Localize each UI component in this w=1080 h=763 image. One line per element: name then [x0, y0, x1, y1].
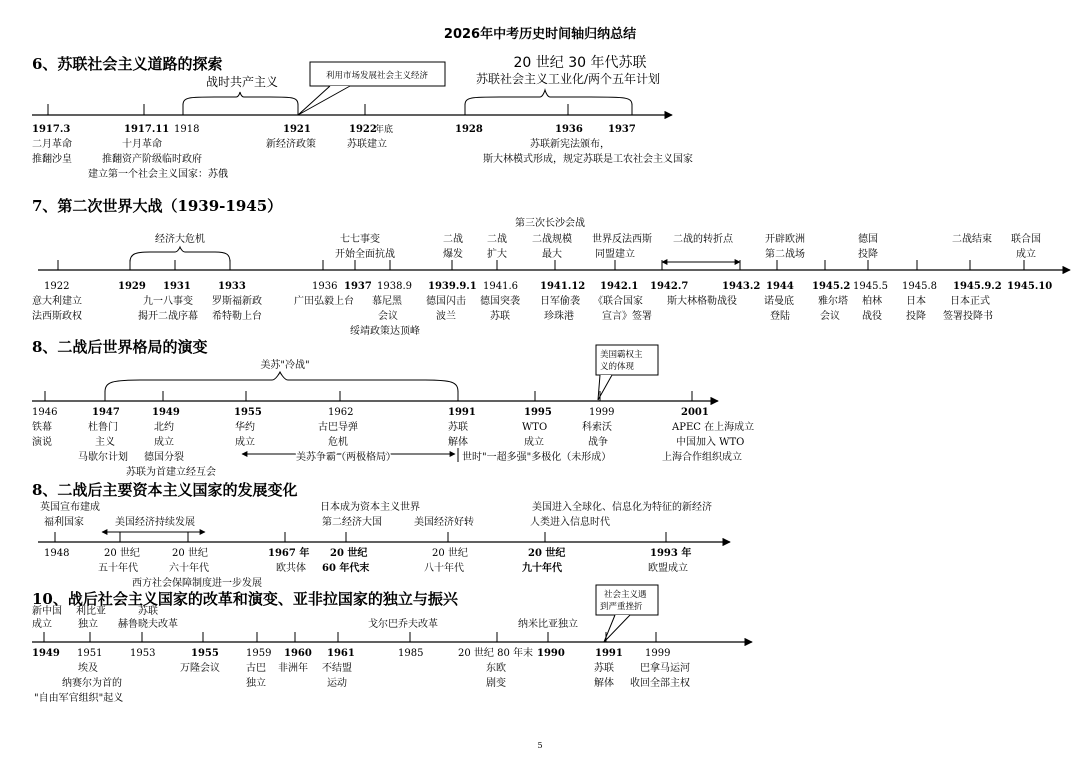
date-1939-9-1: 1939.9.1 [428, 281, 477, 292]
label-welfare: 西方社会保障制度进一步发展 [132, 578, 262, 589]
callout-setback-text-1: 社会主义遇 [604, 590, 647, 600]
label-changsha: 第三次长沙会战 [515, 218, 585, 229]
label-nato-2: 成立 [154, 437, 174, 448]
date-1955: 1955 [234, 407, 262, 418]
label-ussr-end-1: 苏联 [448, 422, 468, 433]
label-expand-1: 二战 [487, 234, 507, 245]
label-1930s-ussr: 20 世纪 30 年代苏联 [513, 55, 647, 71]
label-max-2: 最大 [542, 249, 562, 260]
label-germany-2: 投降 [858, 249, 878, 260]
callout-nep-text: 利用市场发展社会主义经济 [325, 71, 429, 81]
label-iron-2: 演说 [32, 437, 52, 448]
date-2001: 2001 [681, 407, 709, 418]
label-gorbachev: 戈尔巴乔夫改革 [368, 619, 438, 630]
section-7-heading: 7、第二次世界大战（1939-1945） [32, 197, 283, 215]
label-poland-2: 波兰 [436, 311, 456, 322]
label-poland-1: 德国闪击 [426, 296, 466, 307]
section-8b-heading: 8、二战后主要资本主义国家的发展变化 [32, 481, 298, 499]
label-nep: 新经济政策 [266, 139, 316, 150]
label-munich-2: 会议 [378, 311, 398, 322]
date-1917-3: 1917.3 [32, 124, 71, 135]
section-10 [32, 585, 752, 704]
date-1961: 1961 [327, 648, 355, 659]
date-1960: 1960 [284, 648, 312, 659]
label-bandung: 万隆会议 [180, 663, 220, 674]
label-ww2-start-2: 爆发 [443, 249, 463, 260]
date-1943-2: 1943.2 [722, 281, 761, 292]
label-stalingrad: 斯大林格勒战役 [667, 296, 737, 307]
label-ww2-start-1: 二战 [443, 234, 463, 245]
date-1918: 1918 [174, 124, 200, 135]
label-panama-1: 巴拿马运河 [640, 663, 690, 674]
label-crisis: 经济大危机 [155, 234, 205, 245]
label-stalin-model: 斯大林模式形成，规定苏联是工农社会主义国家 [483, 154, 693, 165]
date-1936: 1936 [555, 124, 583, 135]
label-prc-1: 新中国 [32, 606, 62, 617]
label-multipolar: 世时"一超多强"多极化（未形成） [462, 452, 612, 463]
label-eeurope-2: 剧变 [486, 678, 506, 689]
label-japan-1: 日本成为资本主义世界 [320, 502, 420, 513]
label-feb-rev: 二月革命 [32, 139, 72, 150]
label-panama-2: 收回全部主权 [630, 678, 690, 689]
label-ussr-attack-2: 苏联 [490, 311, 510, 322]
date-1929: 1929 [118, 281, 146, 292]
label-expand-2: 扩大 [487, 249, 507, 260]
label-july7-2: 开始全面抗战 [335, 249, 395, 260]
date-1942-7: 1942.7 [650, 281, 689, 292]
date-1933: 1933 [218, 281, 246, 292]
label-iron-1: 铁幕 [32, 422, 52, 433]
label-cuba-2: 危机 [328, 437, 348, 448]
date-1947: 1947 [92, 407, 120, 418]
label-turning: 二战的转折点 [673, 234, 733, 245]
date-80s-1: 20 世纪 [432, 548, 468, 559]
date-60e-2: 60 年代末 [322, 563, 370, 574]
date-1991: 1991 [595, 648, 623, 659]
label-libya-2: 独立 [78, 619, 98, 630]
callout-setback-text-2: 到严重挫折 [600, 602, 643, 612]
callout-socialist-pointer [604, 615, 630, 642]
label-new-econ-1: 美国进入全球化、信息化为特征的新经济 [532, 502, 712, 513]
label-sept18-1: 九一八事变 [143, 296, 193, 307]
label-ussr-2: 解体 [594, 678, 614, 689]
label-prc-2: 成立 [32, 619, 52, 630]
label-libya-1: 利比亚 [76, 606, 106, 617]
brace-five-year-plans [465, 90, 632, 105]
label-namibia: 纳米比亚独立 [518, 619, 578, 630]
date-1951: 1951 [77, 648, 103, 659]
date-1995: 1995 [524, 407, 552, 418]
label-cuba-2: 独立 [246, 678, 266, 689]
date-50s-1: 20 世纪 [104, 548, 140, 559]
label-industrialization: 苏联社会主义工业化/两个五年计划 [475, 72, 661, 86]
label-roosevelt-2: 希特勒上台 [212, 311, 262, 322]
label-us-better: 美国经济好转 [414, 517, 474, 528]
label-confront: 美苏争霸（两极格局） [296, 452, 396, 463]
date-1941-12: 1941.12 [540, 281, 586, 292]
label-warsaw-2: 成立 [235, 437, 255, 448]
section-8a-heading: 8、二战后世界格局的演变 [32, 338, 208, 356]
label-comecon: 苏联为首建立经互会 [126, 467, 216, 478]
date-1945-9-2: 1945.9.2 [953, 281, 1002, 292]
label-cuba-1: 古巴导弹 [318, 422, 358, 433]
callout-us-text-1: 美国霸权主 [600, 350, 643, 360]
label-yalta-2: 会议 [820, 311, 840, 322]
label-japan-2: 第二经济大国 [322, 517, 382, 528]
label-egypt-2: 纳赛尔为首的 [62, 678, 122, 689]
label-declaration-1: 《联合国家 [593, 296, 643, 307]
label-us-sustain: 美国经济持续发展 [115, 517, 195, 528]
date-1962: 1962 [328, 407, 354, 418]
date-1922: 1922 [44, 281, 70, 292]
label-pearl-2: 珍珠港 [544, 311, 574, 322]
label-nam-1: 不结盟 [322, 663, 352, 674]
label-italy-1: 意大利建立 [32, 296, 82, 307]
date-1993: 1993 年 [650, 548, 692, 559]
label-new-econ-2: 人类进入信息时代 [530, 517, 610, 528]
callout-us-text-2: 义的体现 [600, 362, 635, 372]
label-china-wto: 中国加入 WTO [676, 437, 745, 448]
date-1936: 1936 [312, 281, 338, 292]
label-overthrow-tsar: 推翻沙皇 [32, 154, 72, 165]
date-1942-1: 1942.1 [600, 281, 639, 292]
date-1945-2: 1945.2 [812, 281, 851, 292]
date-90s-1: 20 世纪 [528, 548, 566, 559]
label-hirota: 广田弘毅上台 [294, 296, 354, 307]
label-max-1: 二战规模 [532, 234, 572, 245]
label-truman-2: 主义 [95, 437, 115, 448]
page-number: 5 [537, 741, 543, 750]
label-normandy-2: 登陆 [770, 311, 790, 322]
date-60s-2: 六十年代 [169, 563, 209, 574]
label-july7-1: 七七事变 [340, 234, 380, 245]
date-1991: 1991 [448, 407, 476, 418]
label-khrush-2: 赫鲁晓夫改革 [118, 619, 178, 630]
section-7 [32, 197, 1070, 337]
label-khrush-1: 苏联 [138, 606, 158, 617]
section-6-heading: 6、苏联社会主义道路的探索 [32, 55, 223, 73]
label-kosovo-2: 战争 [588, 437, 608, 448]
brace-war-communism [183, 92, 298, 105]
label-apec: APEC 在上海成立 [672, 422, 755, 433]
label-ec: 欧共体 [276, 563, 306, 574]
label-warsaw-1: 华约 [235, 422, 255, 433]
label-war-communism: 战时共产主义 [205, 75, 279, 89]
label-italy-2: 法西斯政权 [32, 311, 82, 322]
label-ussr-attack-1: 德国突袭 [480, 296, 520, 307]
label-yalta-1: 雅尔塔 [818, 296, 848, 307]
label-oct-rev: 十月革命 [122, 139, 162, 150]
label-war-end: 二战结束 [952, 234, 992, 245]
callout-nep-pointer [298, 86, 350, 115]
date-1990: 1990 [537, 648, 565, 659]
label-japan-2: 投降 [906, 311, 926, 322]
date-80s-end: 20 世纪 80 年末 [458, 648, 533, 659]
brace-cold-war [105, 372, 458, 392]
brace-crisis [130, 247, 230, 262]
label-wto-2: 成立 [524, 437, 544, 448]
label-sept18-2: 揭开二战序幕 [138, 311, 198, 322]
date-1921: 1921 [283, 124, 311, 135]
date-1945-8: 1945.8 [902, 281, 937, 292]
label-first-socialist: 建立第一个社会主义国家：苏俄 [88, 169, 228, 180]
label-berlin-2: 战役 [862, 311, 882, 322]
label-overthrow-provisional: 推翻资产阶级临时政府 [102, 154, 202, 165]
label-egypt-3: "自由军官组织"起义 [34, 693, 124, 704]
date-90s-2: 九十年代 [522, 563, 562, 574]
label-un-2: 成立 [1016, 249, 1036, 260]
label-berlin-1: 柏林 [862, 296, 882, 307]
label-germany-1: 德国 [858, 234, 878, 245]
date-1928: 1928 [455, 124, 483, 135]
date-60s-1: 20 世纪 [172, 548, 208, 559]
section-8a [32, 338, 754, 478]
label-japan-1: 日本 [906, 296, 926, 307]
label-roosevelt-1: 罗斯福新政 [212, 296, 262, 307]
date-1917-11: 1917.11 [124, 124, 170, 135]
label-normandy-1: 诺曼底 [764, 296, 794, 307]
date-1922: 1922 [349, 124, 377, 135]
section-6 [32, 54, 693, 180]
date-1948: 1948 [44, 548, 70, 559]
date-1938-9: 1938.9 [377, 281, 412, 292]
date-1999: 1999 [589, 407, 615, 418]
label-cuba-1: 古巴 [246, 663, 266, 674]
date-1949: 1949 [32, 648, 60, 659]
date-1945-5: 1945.5 [853, 281, 888, 292]
label-sign-1: 日本正式 [950, 296, 990, 307]
label-second-front-1: 开辟欧洲 [765, 234, 805, 245]
label-marshall: 马歇尔计划 [78, 452, 128, 463]
label-un-1: 联合国 [1011, 234, 1041, 245]
date-1946: 1946 [32, 407, 58, 418]
date-1931: 1931 [163, 281, 191, 292]
section-8b [32, 481, 730, 589]
label-alliance-1: 世界反法西斯 [592, 234, 652, 245]
date-1967: 1967 年 [268, 548, 310, 559]
label-year-end: 年底 [375, 125, 394, 135]
label-cold-war: 美苏"冷战" [260, 360, 310, 371]
label-kosovo-1: 科索沃 [582, 422, 612, 433]
label-appeasement: 绥靖政策达顶峰 [350, 326, 420, 337]
date-60e-1: 20 世纪 [330, 548, 368, 559]
label-munich-1: 慕尼黑 [372, 296, 402, 307]
label-truman-1: 杜鲁门 [88, 422, 118, 433]
label-alliance-2: 同盟建立 [595, 249, 635, 260]
date-1985: 1985 [398, 648, 424, 659]
label-ussr-founded: 苏联建立 [347, 139, 387, 150]
date-1944: 1944 [766, 281, 794, 292]
date-50s-2: 五十年代 [98, 563, 138, 574]
label-ussr-end-2: 解体 [448, 437, 468, 448]
date-1941-6: 1941.6 [483, 281, 518, 292]
label-new-constitution: 苏联新宪法颁布， [530, 139, 610, 150]
label-uk-2: 福利国家 [44, 517, 84, 528]
label-second-front-2: 第二战场 [765, 249, 805, 260]
date-1959: 1959 [246, 648, 272, 659]
label-declaration-2: 宣言》签署 [602, 311, 652, 322]
label-germany-split: 德国分裂 [144, 452, 184, 463]
label-nam-2: 运动 [327, 678, 347, 689]
label-wto-1: WTO [522, 422, 548, 433]
label-eeurope-1: 东欧 [486, 663, 506, 674]
date-80s-2: 八十年代 [424, 563, 464, 574]
label-egypt-1: 埃及 [78, 663, 98, 674]
date-1999: 1999 [645, 648, 671, 659]
date-1945-10: 1945.10 [1007, 281, 1053, 292]
label-africa: 非洲年 [278, 663, 308, 674]
date-1953: 1953 [130, 648, 156, 659]
page-title: 2026年中考历史时间轴归纳总结 [443, 27, 637, 42]
date-1949: 1949 [152, 407, 180, 418]
label-sco: 上海合作组织成立 [662, 452, 742, 463]
label-sign-2: 签署投降书 [943, 311, 993, 322]
label-pearl-1: 日军偷袭 [540, 296, 580, 307]
section-10-heading: 10、战后社会主义国家的改革和演变、亚非拉国家的独立与振兴 [32, 590, 458, 608]
label-uk-1: 英国宣布建成 [40, 502, 100, 513]
date-1955: 1955 [191, 648, 219, 659]
label-nato-1: 北约 [154, 422, 174, 433]
date-1937: 1937 [608, 124, 636, 135]
label-eu: 欧盟成立 [648, 563, 688, 574]
label-ussr-1: 苏联 [594, 663, 614, 674]
date-1937: 1937 [344, 281, 372, 292]
